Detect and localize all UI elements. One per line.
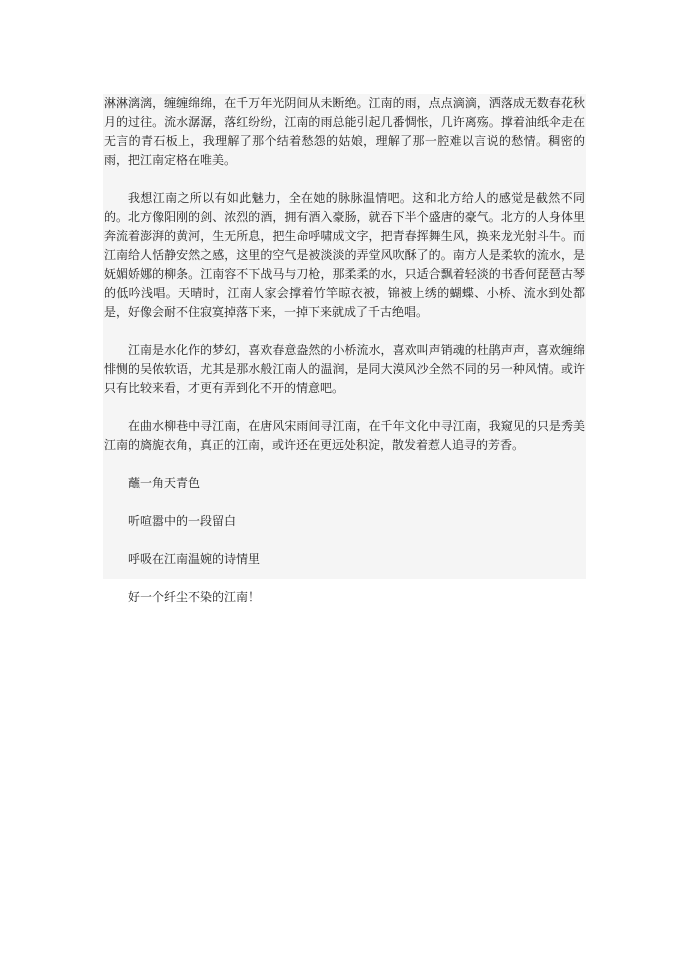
verse-line-1: 蘸一角天青色 <box>128 476 201 490</box>
paragraph-spacer <box>104 455 585 474</box>
paragraph-4: 在曲水柳巷中寻江南，在唐风宋雨间寻江南，在千年文化中寻江南，我窥见的只是秀美江南的旖旎衣角，真正的江南，或许还在更远处积淀，散发着惹人追寻的芳香。 <box>104 419 585 452</box>
paragraph-2: 我想江南之所以有如此魅力，全在她的脉脉温情吧。这和北方给人的感觉是截然不同的。北方像阳刚的剑、浓烈的酒，拥有酒入豪肠，就吞下半个盛唐的豪气。北方的人身体里奔流着澎湃的黄河，生无所息，把生命呼啸成文字，把青春挥舞生风，换来龙光射斗牛。而江南给人恬静安然之感，这里的空气是被淡淡的弄堂风吹酥了的。南方人是柔软的流水，是妩媚娇娜的柳条。江南容不下战马与刀枪，那柔柔的水，只适合飘着轻淡的书香何琵琶古琴的低吟浅唱。天晴时，江南人家会撑着竹竿晾衣被，锦被上绣的蝴蝶、小桥、流水到处都是，好像会耐不住寂寞掉落下来，一掉下来就成了千古绝唱。 <box>104 191 585 319</box>
verse-spacer <box>104 493 585 512</box>
verse-line-3: 呼吸在江南温婉的诗情里 <box>128 552 261 566</box>
paragraph-spacer <box>104 322 585 341</box>
verse-spacer <box>104 531 585 550</box>
paragraph-spacer <box>104 170 585 189</box>
paragraph-3: 江南是水化作的梦幻，喜欢春意盎然的小桥流水，喜欢叫声销魂的杜鹃声声，喜欢缠绵悱恻的吴侬软语，尤其是那水般江南人的温润，是同大漠风沙全然不同的另一种风情。或许只有比较来看，才更有弄到化不开的情意吧。 <box>104 343 585 395</box>
verse-line-2: 听喧嚣中的一段留白 <box>128 514 237 528</box>
verse-line-4: 好一个纤尘不染的江南！ <box>128 590 261 604</box>
verse-spacer <box>104 569 585 588</box>
article-body <box>103 94 586 604</box>
paragraph-1: 淋淋漓漓，缠缠绵绵，在千万年光阴间从未断绝。江南的雨，点点滴滴，洒落成无数春花秋月的过往。流水潺潺，落红纷纷，江南的雨总能引起几番惆怅，几许离殇。撑着油纸伞走在无言的青石板上，我理解了那个结着愁怨的姑娘，理解了那一腔难以言说的愁情。稠密的雨，把江南定格在唯美。 <box>104 96 585 167</box>
paragraph-spacer <box>104 398 585 417</box>
